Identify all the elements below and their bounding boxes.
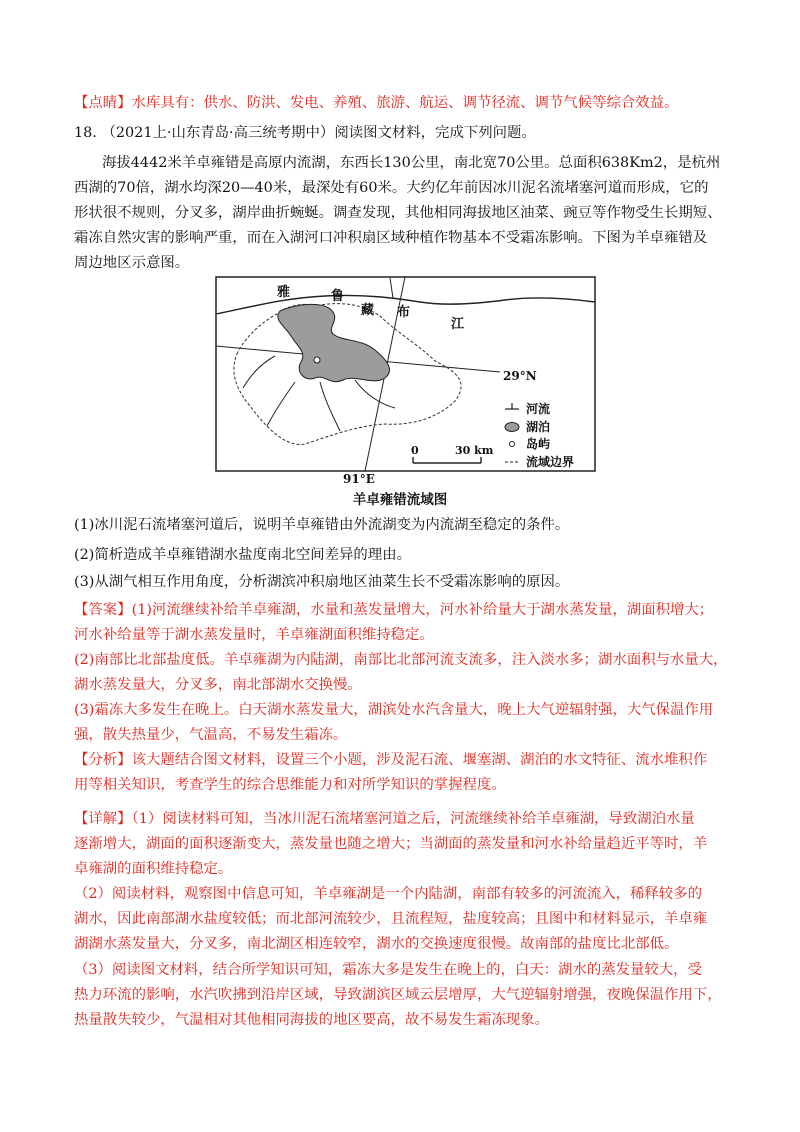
- map-label-bu: 布: [397, 305, 411, 320]
- detail-line-8: 热力环流的影响，水汽吹拂到沿岸区域，导致湖滨区域云层增厚，大气逆辐射增强，夜晚保温作用下，: [74, 987, 722, 1003]
- analysis-tag: 【分析】: [74, 752, 132, 768]
- question-item-3: (3)从湖气相互作用角度，分析湖滨冲积扇地区油菜生长不受霜冻影响的原因。: [74, 574, 570, 590]
- answer-line-1: 【答案】(1)河流继续补给羊卓雍湖，水量和蒸发量增大，河水补给量大于湖水蒸发量，湖面积增大；: [74, 602, 714, 618]
- detail-line-7: （3）阅读图文材料，结合所学知识可知，霜冻大多是发生在晚上的，白天：湖水的蒸发量较大，受: [74, 962, 702, 978]
- analysis-line-2: 用等相关知识，考查学生的综合思维能力和对所学知识的掌握程度。: [74, 777, 506, 793]
- question-header: [74, 123, 536, 143]
- detail-line-5: 湖水，因此南部湖水盐度较低；而北部河流较少，且流程短，盐度较高；且图中和材料显示，羊卓雍: [74, 911, 708, 927]
- basin-map-svg: [215, 276, 596, 472]
- legend-lake: 湖泊: [526, 420, 551, 434]
- tip-paragraph: [74, 93, 678, 113]
- map-label-zang: 藏: [361, 303, 375, 318]
- map-label-lu: 鲁: [331, 289, 345, 304]
- tip-text: 水库具有：供水、防洪、发电、养殖、旅游、航运、调节径流、调节气候等综合效益。: [131, 95, 679, 111]
- map-label-lon: 91°E: [343, 472, 375, 486]
- answer-tag: 【答案】: [74, 602, 132, 618]
- detail-line-4: （2）阅读材料，观察图中信息可知，羊卓雍湖是一个内陆湖，南部有较多的河流流入，稀释较多的: [74, 886, 702, 902]
- answer-line-2: 河水补给量等于湖水蒸发量时，羊卓雍湖面积维持稳定。: [74, 627, 434, 643]
- detail-line-3: 卓雍湖的面积维持稳定。: [74, 861, 233, 877]
- detail-line-6: 湖湖水蒸发量大，分叉多，南北湖区相连较窄，湖水的交换速度很慢。故南部的盐度比北部低。: [74, 936, 679, 952]
- legend-boundary: 流域边界: [526, 455, 575, 469]
- map-caption: 羊卓雍错流域图: [352, 492, 448, 508]
- detail-line-2: 逐渐增大，湖面的面积逐渐变大，蒸发量也随之增大；当湖面的蒸发量和河水补给量趋近平等时，羊: [74, 836, 708, 852]
- detail-line-9: 热量散失较少，气温相对其他相同海拔的地区要高，故不易发生霜冻现象。: [74, 1012, 549, 1028]
- legend-island-symbol: [510, 442, 515, 447]
- material-line-5: 周边地区示意图。: [74, 255, 190, 271]
- question-item-2: (2)简析造成羊卓雍错湖水盐度南北空间差异的理由。: [74, 547, 411, 563]
- question-source: （2021上·山东青岛·高三统考期中）阅读图文材料，完成下列问题。: [101, 125, 536, 141]
- basin-map: [215, 276, 596, 486]
- scale-distance: 30 km: [455, 444, 494, 457]
- material-line-1: 海拔4442米羊卓雍错是高原内流湖，东西长130公里，南北宽70公里。总面积638Km2，是杭州: [102, 155, 721, 171]
- answer-line-4: 湖水蒸发量大，分叉多，南北部湖水交换慢。: [74, 677, 362, 693]
- question-number: 18.: [74, 125, 97, 141]
- scale-zero: 0: [411, 444, 419, 457]
- map-label-ya: 雅: [277, 285, 291, 300]
- material-line-4: 霜冻自然灾害的影响严重，而在入湖河口冲积扇区域种植作物基本不受霜冻影响。下图为羊卓雍错及: [74, 230, 708, 246]
- answer-line-5: (3)霜冻大多发生在晚上。白天湖水蒸发量大，湖滨处水汽含量大，晚上大气逆辐射强，大气保温作用: [74, 702, 714, 718]
- island-mark: [314, 357, 320, 363]
- material-line-3: 形状很不规则，分叉多，湖岸曲折蜿蜒。调查发现，其他相同海拔地区油菜、豌豆等作物受生长期短、: [74, 205, 722, 221]
- answer-line-3: (2)南部比北部盐度低。羊卓雍湖为内陆湖，南部比北部河流支流多，注入淡水多；湖水面积与水量大，: [74, 652, 728, 668]
- map-label-lat: 29°N: [503, 369, 537, 383]
- answer-line-6: 强，散失热量少，气温高，不易发生霜冻。: [74, 727, 348, 743]
- legend-lake-symbol: [505, 423, 519, 432]
- legend-river: 河流: [526, 402, 551, 416]
- material-line-2: 西湖的70倍，湖水均深20—40米，最深处有60米。大约亿年前因冰川泥名流堵塞河道而形成，它的: [74, 180, 709, 196]
- analysis-line-1: 【分析】该大题结合图文材料，设置三个小题，涉及泥石流、堰塞湖、湖泊的水文特征、流水堆积作: [74, 752, 708, 768]
- tip-tag: 【点睛】: [74, 95, 132, 111]
- detail-tag: 【详解】: [74, 811, 132, 827]
- map-label-jiang: 江: [451, 317, 465, 332]
- legend-island: 岛屿: [526, 437, 551, 451]
- detail-line-1: 【详解】（1）阅读材料可知，当冰川泥石流堵塞河道之后，河流继续补给羊卓雍湖，导致湖泊水量: [74, 811, 695, 827]
- question-item-1: (1)冰川泥石流堵塞河道后，说明羊卓雍错由外流湖变为内流湖至稳定的条件。: [74, 517, 570, 533]
